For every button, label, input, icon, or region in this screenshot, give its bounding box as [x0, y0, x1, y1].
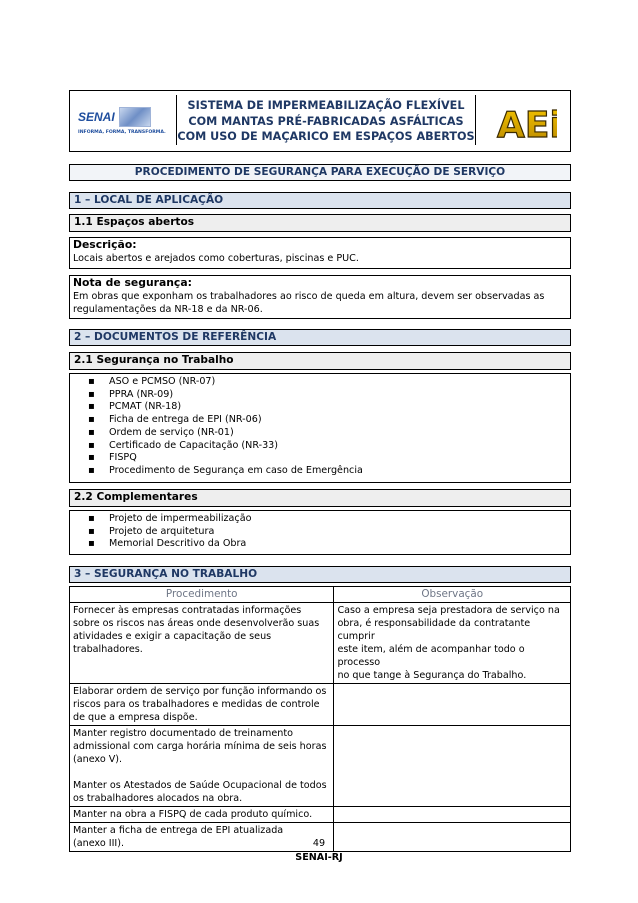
cell-line: os trabalhadores alocados na obra. — [73, 793, 243, 804]
list-item: ▪ Projeto de impermeabilização — [88, 513, 570, 526]
table-row — [70, 807, 571, 823]
cell-line: Manter a ficha de entrega de EPI atualizada — [73, 825, 284, 836]
table-header-row — [70, 587, 571, 603]
complementary-list-box — [69, 510, 571, 555]
header-title-line: COM USO DE MAÇARICO EM ESPAÇOS ABERTOS — [177, 130, 475, 143]
page-number: 49 — [312, 838, 326, 849]
obs-cell — [334, 807, 571, 823]
safety-note-box — [69, 275, 571, 319]
list-item: ▪ Memorial Descritivo da Obra — [88, 538, 570, 551]
header-title — [176, 95, 476, 145]
cell-line: Caso a empresa seja prestadora de serviço na — [337, 605, 560, 616]
proc-cell — [70, 603, 334, 684]
cell-line: Manter os Atestados de Saúde Ocupacional de todos — [73, 780, 327, 791]
doc-title-text: PROCEDIMENTO DE SEGURANÇA PARA EXECUÇÃO DE SERVIÇO — [134, 166, 506, 178]
col-header-procedimento: Procedimento — [70, 587, 334, 603]
senai-logo — [78, 106, 166, 140]
header-title-line: COM MANTAS PRÉ-FABRICADAS ASFÁLTICAS — [188, 114, 464, 128]
list-item: ▪ Procedimento de Segurança em caso de Emergência — [88, 465, 570, 478]
cell-line: de que a empresa dispõe. — [73, 712, 198, 723]
section-1-1-heading: 1.1 Espaços abertos — [69, 214, 571, 232]
cell-line: Fornecer às empresas contratadas informações — [73, 605, 302, 616]
obs-cell — [334, 726, 571, 807]
col-header-observacao: Observação — [334, 587, 571, 603]
cell-line: Manter na obra a FISPQ de cada produto químico. — [73, 809, 313, 820]
obs-cell — [334, 603, 571, 684]
description-text: Locais abertos e arejados como coberturas, piscinas e PUC. — [73, 253, 359, 264]
senai-flag-icon — [119, 107, 151, 127]
complementary-list — [70, 511, 570, 551]
table-row — [70, 726, 571, 807]
cell-line: Elaborar ordem de serviço por função informando os — [73, 686, 327, 697]
senai-logo-text: SENAI — [78, 110, 115, 124]
cell-line: sobre os riscos nas áreas onde desenvolverão suas — [73, 618, 320, 629]
header-title-line: SISTEMA DE IMPERMEABILIZAÇÃO FLEXÍVEL — [187, 99, 465, 112]
cell-line: riscos para os trabalhadores e medidas de controle — [73, 699, 320, 710]
list-item: ▪ PPRA (NR-09) — [88, 389, 570, 402]
list-item: ▪ Projeto de arquitetura — [88, 526, 570, 539]
section-2-1-heading: 2.1 Segurança no Trabalho — [69, 352, 571, 370]
cell-line: trabalhadores. — [73, 644, 143, 655]
cell-line: este item, além de acompanhar todo o processo — [337, 644, 525, 668]
aei-logo — [495, 99, 557, 143]
list-item: ▪ ASO e PCMSO (NR-07) — [88, 376, 570, 389]
table-row — [70, 603, 571, 684]
section-2-2-heading: 2.2 Complementares — [69, 489, 571, 507]
cell-line: (anexo V). — [73, 754, 123, 765]
section-3-heading: 3 – SEGURANÇA NO TRABALHO — [69, 566, 571, 583]
cell-line: atividades e exigir a capacitação de seus — [73, 631, 272, 642]
cell-line: admissional com carga horária mínima de seis horas — [73, 741, 327, 752]
proc-cell — [70, 684, 334, 726]
list-item: ▪ PCMAT (NR-18) — [88, 401, 570, 414]
cell-line: Manter registro documentado de treinamento — [73, 728, 294, 739]
section-2-heading: 2 – DOCUMENTOS DE REFERÊNCIA — [69, 329, 571, 346]
safety-docs-list-box — [69, 373, 571, 483]
description-box — [69, 237, 571, 269]
list-item: ▪ FISPQ — [88, 452, 570, 465]
cell-line: obra, é responsabilidade da contratante cumprir — [337, 618, 531, 642]
safety-note-text: Em obras que exponham os trabalhadores ao risco de queda em altura, devem ser observadas as — [73, 291, 545, 302]
doc-title — [69, 164, 571, 181]
obs-cell — [334, 684, 571, 726]
footer-org: SENAI-RJ — [295, 852, 343, 863]
safety-table — [69, 586, 571, 852]
list-item: ▪ Certificado de Capacitação (NR-33) — [88, 440, 570, 453]
aei-logo-letters: AEi — [497, 105, 557, 143]
proc-cell — [70, 726, 334, 807]
safety-note-text: regulamentações da NR-18 e da NR-06. — [73, 304, 263, 315]
proc-cell — [70, 807, 334, 823]
table-row — [70, 684, 571, 726]
cell-spacer — [73, 766, 330, 779]
aei-logo-icon — [495, 99, 557, 143]
description-label: Descrição: — [73, 238, 137, 251]
safety-docs-list — [70, 374, 570, 478]
section-1-heading: 1 – LOCAL DE APLICAÇÃO — [69, 192, 571, 209]
cell-line: no que tange à Segurança do Trabalho. — [337, 670, 527, 681]
list-item: ▪ Ficha de entrega de EPI (NR-06) — [88, 414, 570, 427]
list-item: ▪ Ordem de serviço (NR-01) — [88, 427, 570, 440]
safety-note-label: Nota de segurança: — [73, 276, 192, 289]
senai-tagline: INFORMA, FORMA, TRANSFORMA. — [78, 130, 166, 135]
cell-line: (anexo III). — [73, 838, 125, 849]
safety-table-wrap — [69, 586, 571, 852]
